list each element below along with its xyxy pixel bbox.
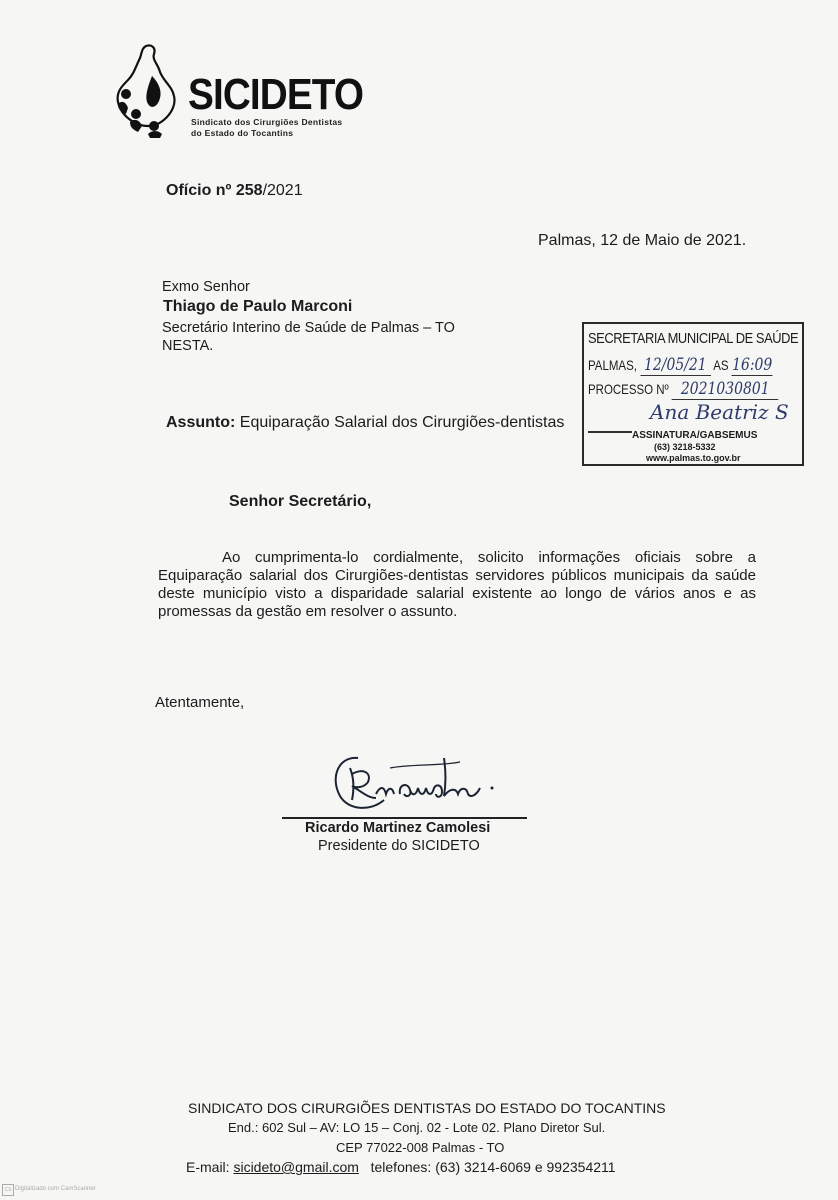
- recipient-title: Secretário Interino de Saúde de Palmas – TO: [162, 320, 455, 336]
- oficio-number-value: 258: [235, 182, 263, 199]
- recipient-salutation: Exmo Senhor: [162, 279, 250, 295]
- footer-contact: [186, 1159, 616, 1175]
- logo-subtitle-line2: do Estado do Tocantins: [191, 128, 294, 138]
- footer-cep: CEP 77022-008 Palmas - TO: [336, 1140, 505, 1155]
- camscanner-icon: CS: [2, 1184, 14, 1196]
- signatory-role: Presidente do SICIDETO: [318, 838, 480, 854]
- scanner-watermark: Digitalizado com CamScanner: [15, 1186, 96, 1192]
- stamp-website: www.palmas.to.gov.br: [646, 453, 741, 463]
- stamp-palmas-label: PALMAS,: [588, 357, 637, 373]
- logo-subtitle-line1: Sindicato dos Cirurgiões Dentistas: [191, 117, 343, 127]
- stamp-assinatura-label: ASSINATURA/GABSEMUS: [632, 430, 758, 441]
- logo-wordmark: SICIDETO: [188, 70, 364, 119]
- stamp-as-label: AS: [713, 357, 729, 373]
- recipient-name: Thiago de Paulo Marconi: [163, 298, 353, 315]
- stamp-handwritten-processo: 2021030801: [672, 379, 779, 400]
- letter-greeting: Senhor Secretário,: [229, 493, 372, 510]
- stamp-palmas-row: [588, 355, 773, 376]
- footer-organization: SINDICATO DOS CIRURGIÕES DENTISTAS DO ESTADO DO TOCANTINS: [188, 1100, 666, 1116]
- stamp-handwritten-time: 16:09: [732, 355, 773, 375]
- oficio-label: Ofício nº: [166, 182, 232, 199]
- handwritten-signature-icon: [280, 738, 540, 828]
- letter-closing: Atentamente,: [155, 694, 245, 711]
- reception-stamp: [582, 322, 804, 466]
- stamp-processo-label: PROCESSO Nº: [588, 381, 669, 397]
- stamp-handwritten-date: 12/05/21: [640, 355, 711, 376]
- footer-email-link[interactable]: sicideto@gmail.com: [233, 1159, 359, 1175]
- footer-phones: telefones: (63) 3214-6069 e 992354211: [370, 1159, 616, 1175]
- sicideto-logo-icon: [112, 42, 192, 138]
- subject-label: Assunto:: [166, 414, 236, 431]
- footer-address: End.: 602 Sul – AV: LO 15 – Conj. 02 - Lote 02. Plano Diretor Sul.: [228, 1120, 606, 1135]
- recipient-place: NESTA.: [162, 338, 214, 354]
- signature-line: [282, 817, 527, 819]
- stamp-phone: (63) 3218-5332: [654, 442, 716, 452]
- oficio-year: /2021: [262, 182, 303, 199]
- subject-text: Equiparação Salarial dos Cirurgiões-dentistas: [239, 414, 565, 431]
- letter-date: Palmas, 12 de Maio de 2021.: [538, 232, 747, 249]
- signatory-name: Ricardo Martinez Camolesi: [305, 820, 491, 836]
- stamp-processo-row: [588, 379, 779, 400]
- stamp-signature: Ana Beatriz S: [650, 400, 789, 424]
- letter-body: Ao cumprimenta-lo cordialmente, solicito informações oficiais sobre a Equiparação salarial dos Cirurgiões-dentistas servidores públicos municipais da saúde deste município visto a disparidade salarial existente ao longo de vários anos e as promessas da gestão em resolver o assunto.: [158, 549, 756, 620]
- footer-email-label: E-mail:: [186, 1159, 230, 1175]
- stamp-title: SECRETARIA MUNICIPAL DE SAÚDE: [588, 330, 799, 347]
- subject-line: [166, 414, 564, 432]
- oficio-number: [166, 182, 303, 200]
